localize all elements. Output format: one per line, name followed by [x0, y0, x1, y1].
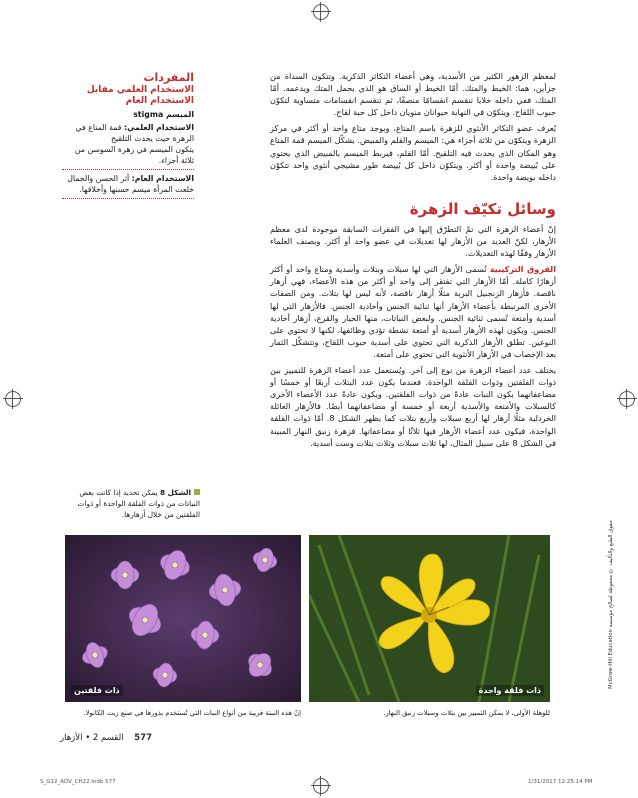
print-timestamp: 1/31/2017 12:25:14 PM	[528, 779, 593, 785]
registration-mark-right	[619, 391, 635, 407]
registration-mark-left	[5, 391, 21, 407]
monocot-label: ذات فلقة واحدة	[476, 685, 544, 696]
figure-caption	[62, 488, 200, 520]
file-slug: S_G12_ADV_CH22.indb 577	[40, 779, 116, 785]
vocabulary-divider	[62, 169, 194, 170]
registration-mark-top-center	[313, 4, 329, 20]
dicot-photo-caption: إنّ هذه النبتة قريبة من أنواع النبات التي تُستخدم بذورها في صنع زيت الكانولا.	[83, 709, 301, 717]
common-usage-text: أثر الحسن والجمال	[67, 174, 132, 183]
intro-paragraph-1: لمعظم الزهور الكثير من الأسدية، وهي أعضاء التكاثر الذكرية. وتتكون السداة من جزأين، هما: الخيط والمتك. أمّا الخيط أو الساق هو الذي يحمل المتك ويدعمه. أمّا المتك، ففي داخله خلايا تنقسم انقسامًا منصفًا، ثم تنقسم انقسامات متساوية لتكوّن حبوب اللقاح. ويتكوّن في النهاية حيوانان منويان داخل كل حبة لقاح.	[270, 71, 556, 118]
structural-differences-text: تُسمى الأزهار التي لها سبلات وبتلات وأسدية ومتاع واحد أو أكثر أزهارًا كاملة. أمّا الأزهار التي تفتقر إلى واحد أو أكثر من هذه الأعضاء، فهي أزهار ناقصة. فأزهار الزنجبيل البرية مثلًا أزهار ناقصة، لأنه ليس لها بتلات. ومن الصفات الأخرى المرتبطة بأعضاء الأزهار أنها ثنائية الجنس وأحادية الجنس. فالأزهار التي لها أسدية وأمتعة تُسمى ثنائية الجنس. ولبعض النباتات، منها الخيار والقرع، أزهار أحادية الجنس. ويكون لهذه الأزهار أسدية أو أمتعة نشطة تؤدي وظائفها، لكنها لا تحتوي على النوعين. تطلق الأزهار الذكرية التي تحتوي على أسدية حبوب اللقاح، وتتشكّل الثمار بعد الإخصاب في الأزهار الأنثوية التي تحتوي على أمتعة.	[270, 264, 556, 359]
section-paragraph-3: يختلف عدد أعضاء الزهرة من نوع إلى آخر. ويُستعمل عدد أعضاء الزهرة للتمييز بين ذوات الفلقتين وذوات الفلقة الواحدة. فعندما يكون عدد البتلات أربعًا أو خمسًا أو مضاعفاتهما يكون النبات عادةً من ذوات الفلقتين. ويكون عادةً عدد الأعضاء الأخرى كالسبلات والأمتعة والأسدية أربعة أو خمسة أو مضاعفاتهما أيضًا. فالأزهار العائلة الخردلية مثلًا أزهار لها أربع سبلات وأربع بتلات كما يظهر الشكل 8. أمّا ذوات الفلقة الواحدة، فيكون عدد أعضاء الأزهار فيها ثلاثًا أو مضاعفاتها. فزهرة زنبق النهار المبينة في الشكل 8 على سبيل المثال، لها ثلاث سبلات وثلاث بتلات وست أسدية.	[270, 365, 556, 448]
figure-caption-text: يمكن تحديد إذا كانت بعض النباتات من ذوات الفلقة الواحدة أو ذوات الفلقتين من خلال أزهارها.	[77, 488, 200, 519]
registration-mark-bottom-center	[313, 778, 329, 794]
figure-marker-icon	[194, 489, 200, 495]
vocabulary-title: المفردات	[143, 71, 194, 84]
scientific-usage-label: الاستخدام العلمي:	[124, 123, 194, 132]
common-usage	[62, 173, 194, 184]
vocabulary-divider-bottom	[62, 198, 194, 199]
section-heading: وسائل تكيّف الزهرة	[409, 200, 556, 218]
scientific-usage-text: قمة المتاع في الزهرة حيث يحدث التلقيح	[75, 123, 194, 143]
structural-differences-label: الفروق التركيبية	[489, 264, 556, 275]
section-paragraph-1: إنّ أعضاء الزهرة التي تمّ التطرّق إليها في الفقرات السابقة موجودة لدى معظم الأزهار، لكنّ العديد من الأزهار لها تعديلات في عضو واحد أو أكثر. ويصنف العلماء الأزهار وفقًا لهذه التعديلات.	[270, 224, 556, 259]
intro-text	[270, 70, 556, 187]
section-reference: القسم 2 • الأزهار	[60, 733, 124, 743]
purple-flowers-image	[65, 535, 301, 702]
page-number: 577	[134, 733, 152, 743]
scientific-usage	[62, 122, 194, 144]
dicot-label: ذات فلقتين	[71, 685, 123, 696]
scientific-usage-example: يتكون الميسم في زهرة السوسن من ثلاثة أجزاء.	[74, 145, 194, 165]
common-usage-label: الاستخدام العام:	[131, 174, 194, 183]
intro-paragraph-2: يُعرف عضو التكاثر الأنثوي للزهرة باسم المتاع، ويوجد متاع واحد أو أكثر في مركز الزهرة ويتكوّن من ثلاثة أجزاء هي: الميسم والقلم والمبيض. يشكّل الميسم قمة المتاع وهو المكان الذي يحدث فيه التلقيح. أمّا القلم، فيربط الميسم بالمبيض الذي يحتوي على بُييضة واحدة أو أكثر. ويتكوّن داخل كل بُييضة طور مشيجي أنثوي واحد تتكوّن داخله بويضة واحدة.	[270, 123, 556, 182]
page-folio	[60, 733, 152, 743]
vocabulary-box	[62, 72, 194, 202]
photo-monocot-flower	[309, 535, 550, 702]
vocabulary-subtitle-1: الاستخدام العلمي مقابل	[86, 85, 194, 95]
yellow-lily-image	[309, 535, 550, 702]
vocabulary-subtitle-2: الاستخدام العام	[125, 96, 194, 106]
monocot-photo-caption: للوهلة الأولى، لا يمكن التمييز بين بتلات وسبلات زنبق النهار.	[383, 709, 550, 717]
common-usage-example: خلعت المرأة ميسم حسنها وأخلاقها.	[79, 185, 194, 194]
section-paragraph-2	[270, 263, 556, 360]
figure-label: الشكل 8	[159, 488, 191, 497]
photo-dicot-flowers	[65, 535, 301, 702]
term-arabic: الميسم	[165, 110, 194, 119]
copyright-credit: McGraw-Hill Education حقوق الطبع والتأليف © محفوظة لصالح مؤسسة	[608, 520, 614, 689]
section-body	[270, 223, 556, 453]
term-english: stigma	[133, 110, 164, 119]
vocabulary-term	[62, 109, 194, 120]
